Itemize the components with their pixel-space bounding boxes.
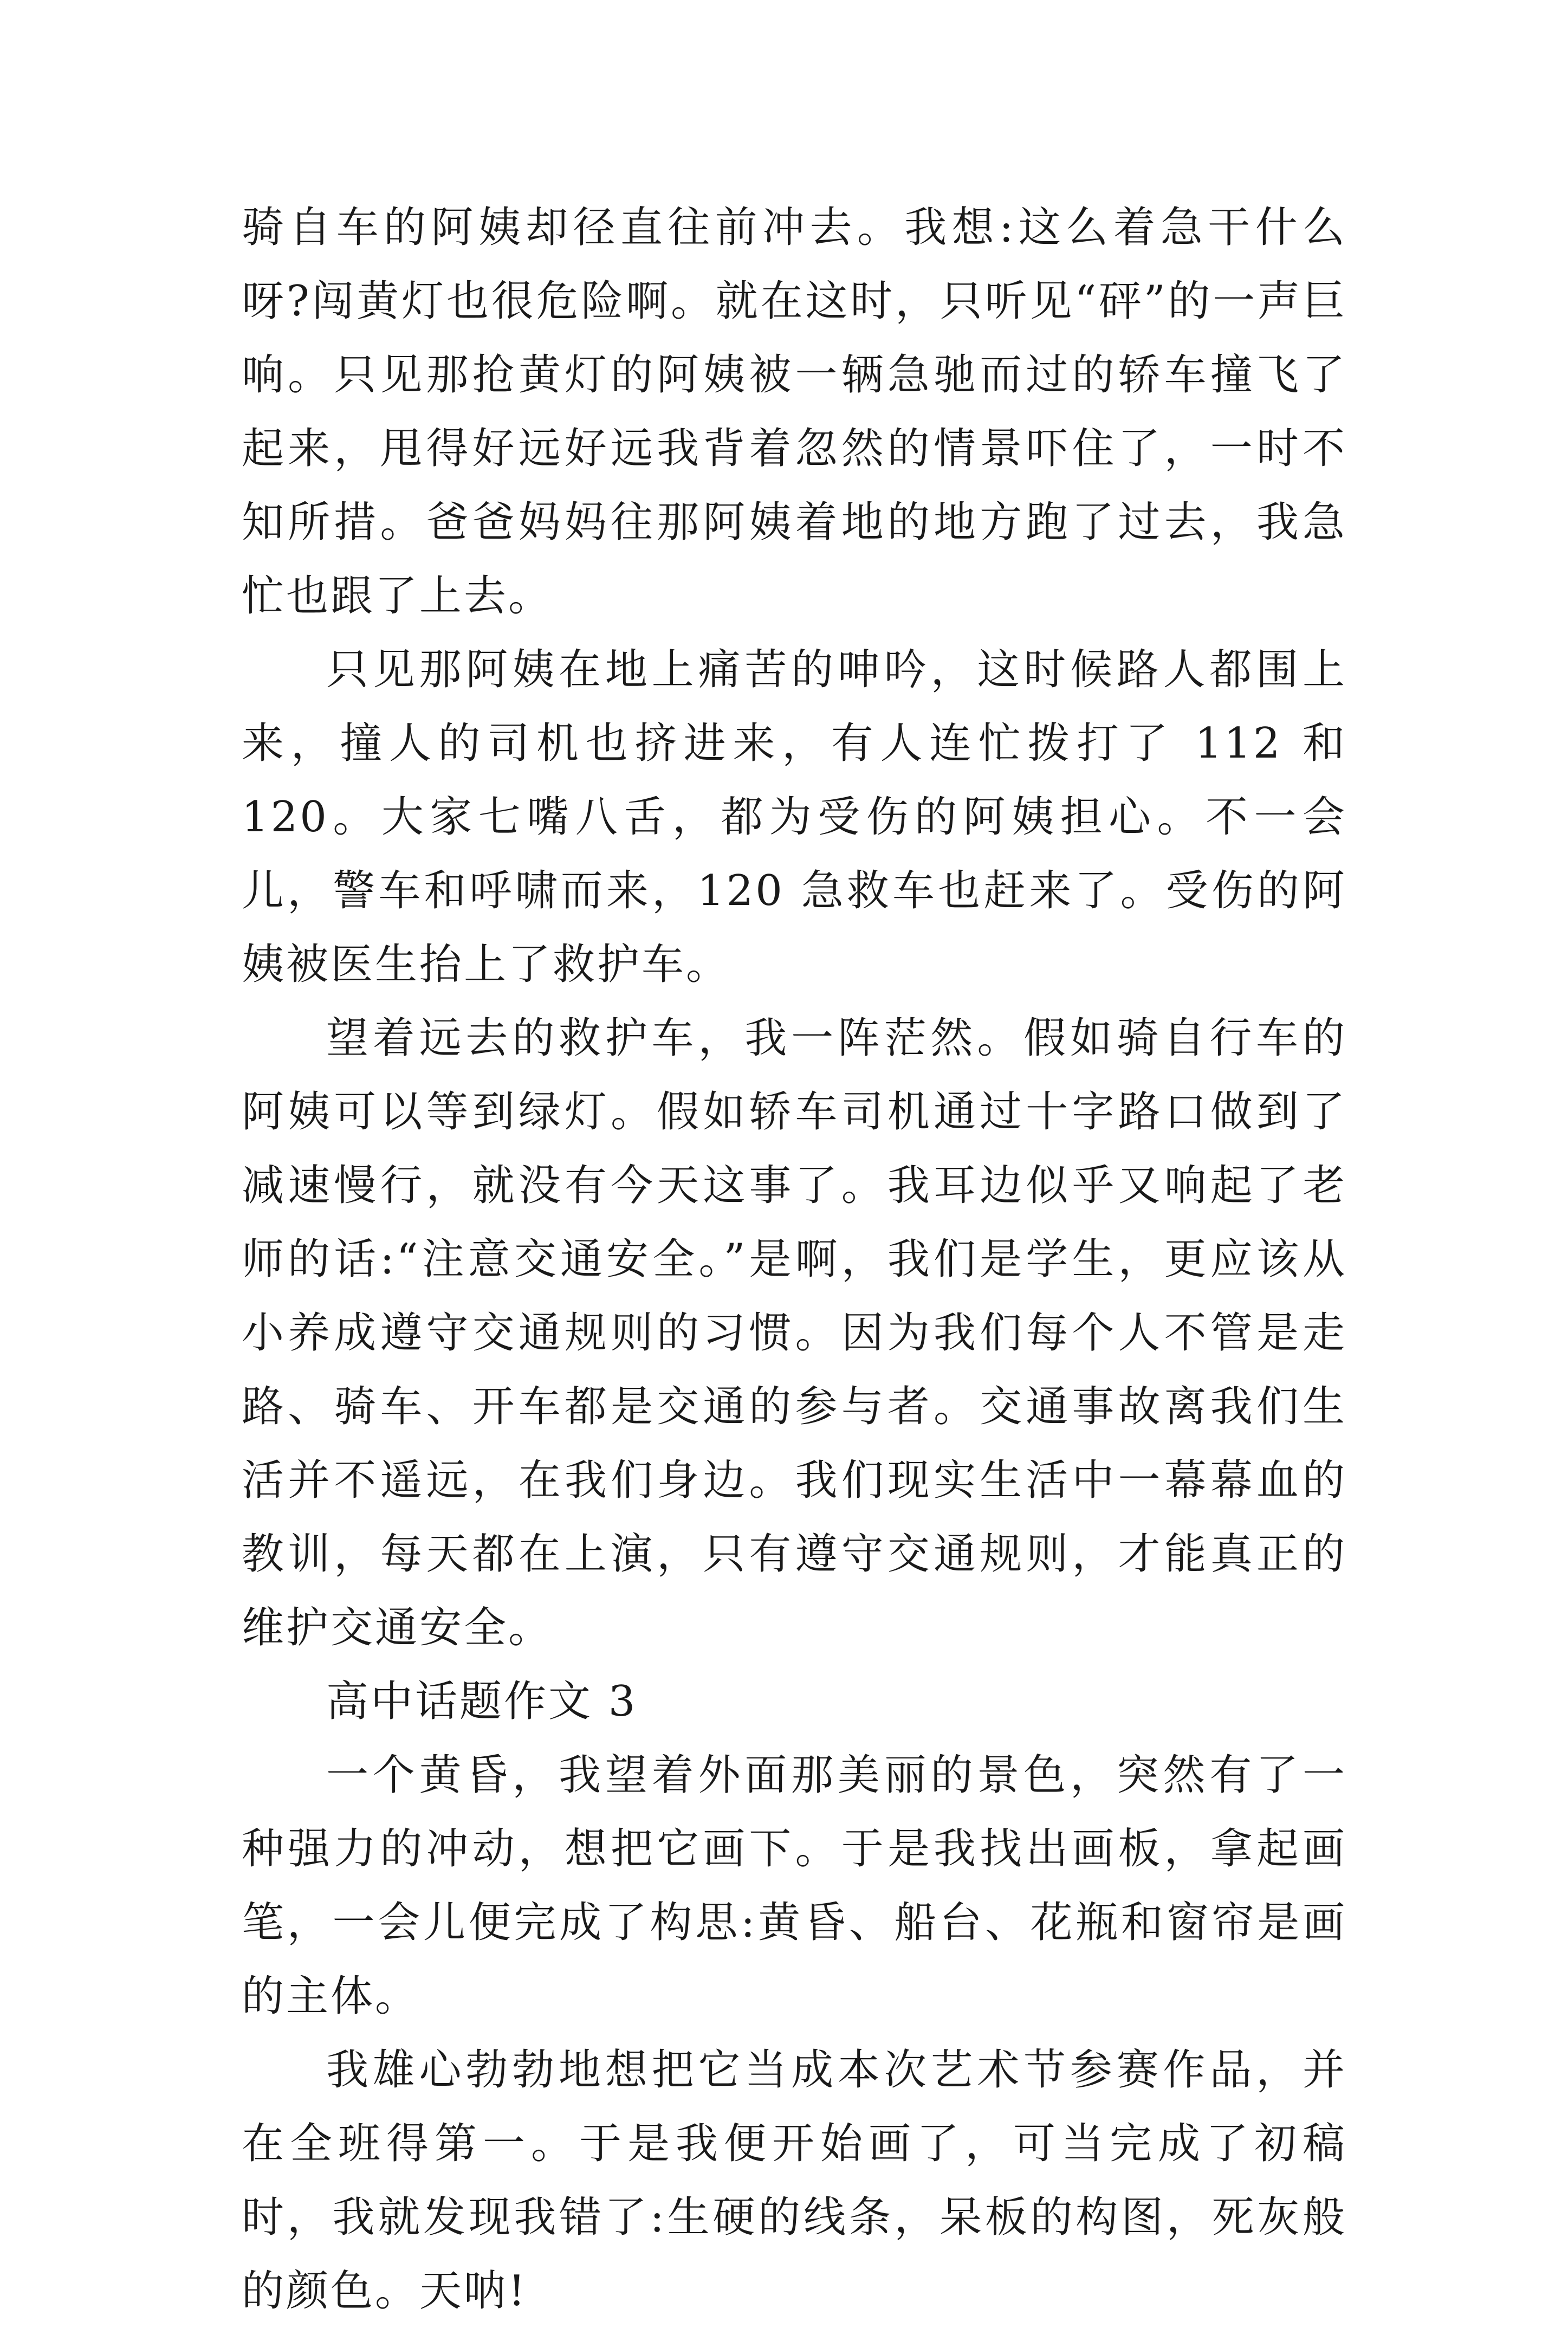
paragraph-5: 我雄心勃勃地想把它当成本次艺术节参赛作品，并在全班得第一。于是我便开始画了，可当完成了初稿时，我就发现我错了:生硬的线条，呆板的构图，死灰般的颜色。天呐! (242, 2046, 1347, 2316)
section-heading: 高中话题作文 3 (326, 1677, 638, 1726)
paragraph-2: 只见那阿姨在地上痛苦的呻吟，这时候路人都围上来，撞人的司机也挤进来，有人连忙拨打了 112 和 120。大家七嘴八舌，都为受伤的阿姨担心。不一会儿，警车和呼啸而来，120 急救车也赶来了。受伤的阿姨被医生抬上了救护车。 (242, 645, 1347, 989)
paragraph-1: 骑自车的阿姨却径直往前冲去。我想:这么着急干什么呀?闯黄灯也很危险啊。就在这时，只听见“砰”的一声巨响。只见那抢黄灯的阿姨被一辆急驰而过的轿车撞飞了起来，甩得好远好远我背着忽然的情景吓住了，一时不知所措。爸爸妈妈往那阿姨着地的地方跑了过去，我急忙也跟了上去。 (242, 203, 1347, 620)
paragraph-4: 一个黄昏，我望着外面那美丽的景色，突然有了一种强力的冲动，想把它画下。于是我找出画板，拿起画笔，一会儿便完成了构思:黄昏、船台、花瓶和窗帘是画的主体。 (242, 1751, 1347, 2021)
paragraph-3: 望着远去的救护车，我一阵茫然。假如骑自行车的阿姨可以等到绿灯。假如轿车司机通过十字路口做到了减速慢行，就没有今天这事了。我耳边似乎又响起了老师的话:“注意交通安全。”是啊，我们是学生，更应该从小养成遵守交通规则的习惯。因为我们每个人不管是走路、骑车、开车都是交通的参与者。交通事故离我们生活并不遥远，在我们身边。我们现实生活中一幕幕血的教训，每天都在上演，只有遵守交通规则，才能真正的维护交通安全。 (242, 1014, 1347, 1652)
essay-body (242, 191, 1347, 2328)
